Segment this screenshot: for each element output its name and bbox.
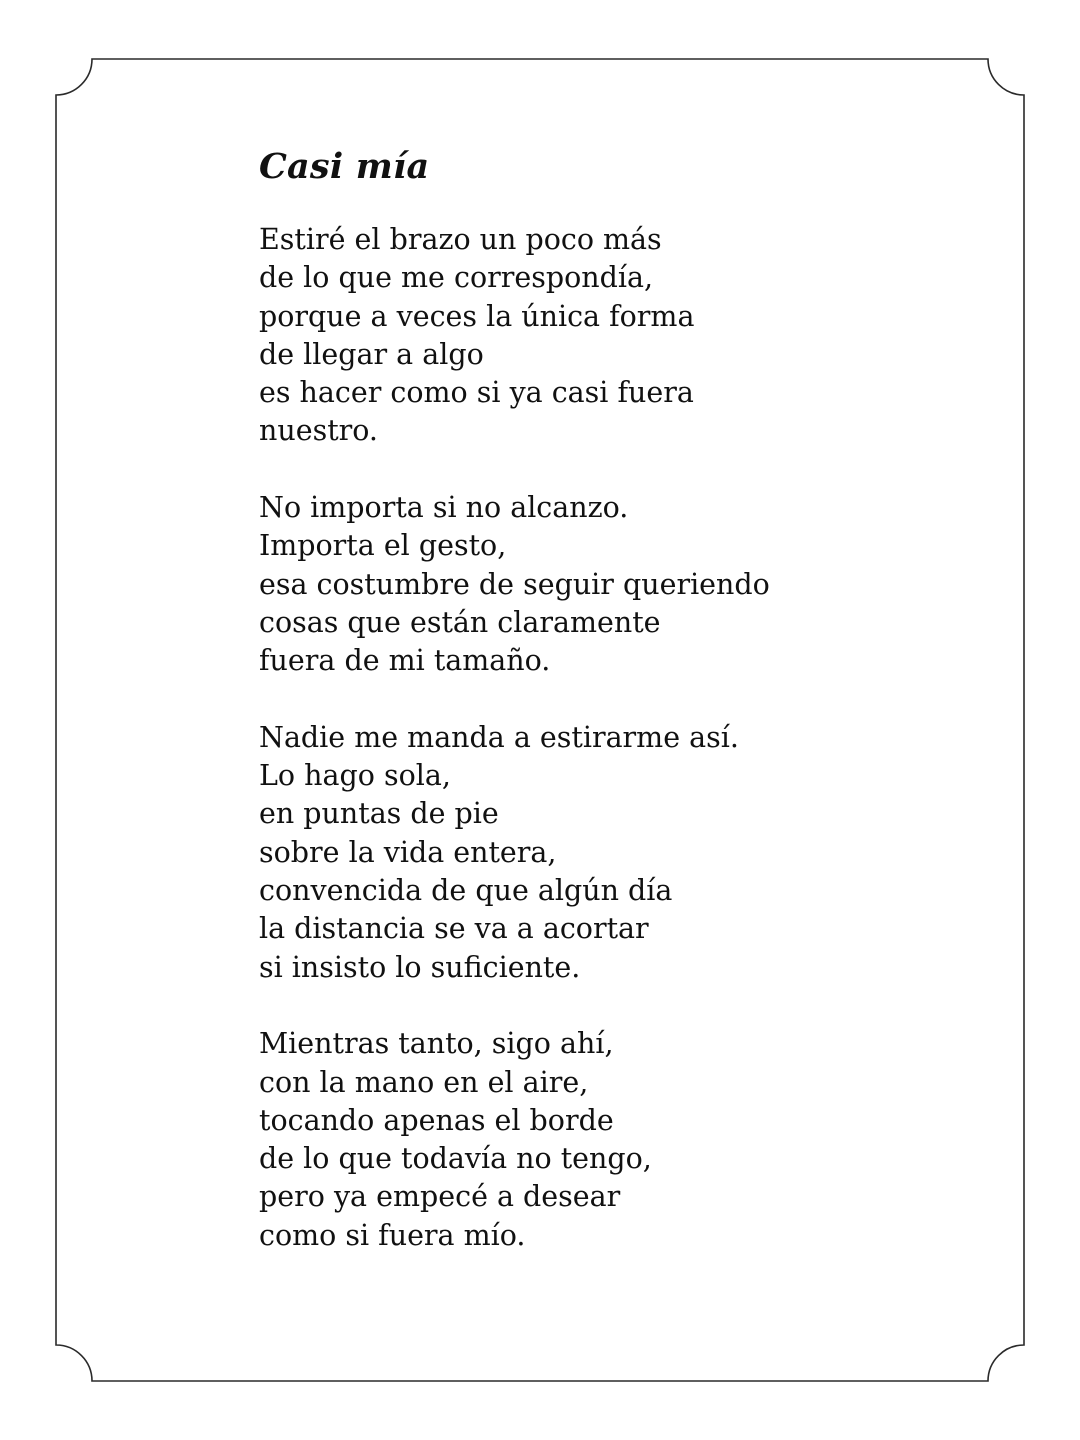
poem-line: Importa el gesto, — [259, 529, 507, 563]
poem-line: cosas que están claramente — [259, 605, 661, 639]
poem-line: de lo que todavía no tengo, — [259, 1142, 652, 1176]
poem-line: esa costumbre de seguir queriendo — [259, 567, 770, 601]
poem-line: si insisto lo suficiente. — [259, 950, 581, 984]
poem-line: Nadie me manda a estirarme así. — [259, 720, 739, 754]
stanza — [259, 1025, 959, 1255]
poem-line: en puntas de pie — [259, 797, 499, 831]
poem — [259, 143, 959, 1293]
poem-line: tocando apenas el borde — [259, 1103, 614, 1137]
poem-line: pero ya empecé a desear — [259, 1180, 621, 1214]
poem-line: Estiré el brazo un poco más — [259, 223, 662, 256]
poem-line: la distancia se va a acortar — [259, 912, 649, 946]
stanza — [259, 221, 959, 451]
poem-line: Lo hago sola, — [259, 759, 451, 793]
poem-line: con la mano en el aire, — [259, 1065, 589, 1099]
stanza — [259, 719, 959, 987]
poem-line: convencida de que algún día — [259, 874, 673, 908]
stanza — [259, 489, 959, 680]
poem-line: como si fuera mío. — [259, 1218, 526, 1252]
poem-line: es hacer como si ya casi fuera — [259, 376, 694, 410]
poem-line: de llegar a algo — [259, 337, 484, 371]
poem-line: porque a veces la única forma — [259, 299, 695, 333]
poem-line: nuestro. — [259, 414, 378, 448]
poem-title: Casi mía — [259, 146, 430, 187]
poem-line: No importa si no alcanzo. — [259, 491, 629, 525]
poem-line: Mientras tanto, sigo ahí, — [259, 1027, 614, 1061]
poem-line: sobre la vida entera, — [259, 835, 557, 869]
poem-line: de lo que me correspondía, — [259, 261, 654, 295]
poem-line: fuera de mi tamaño. — [259, 644, 551, 678]
